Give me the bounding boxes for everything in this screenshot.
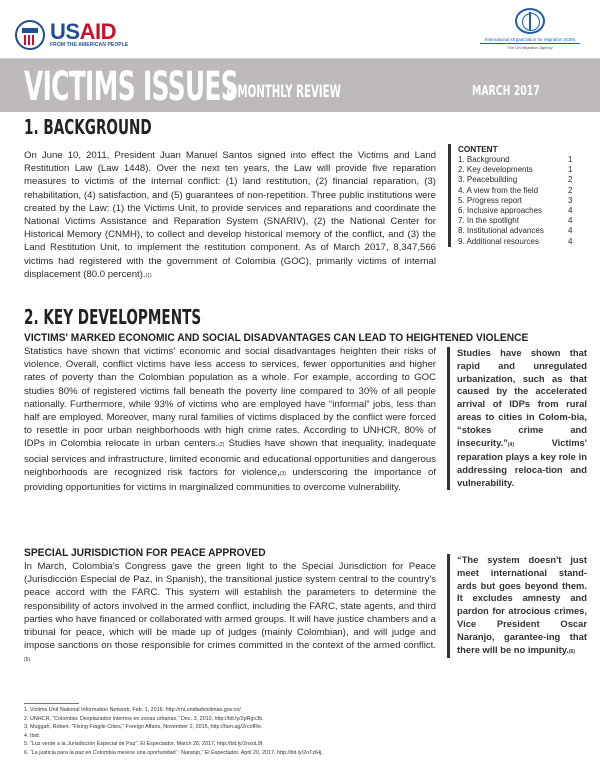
footnote-ref: (6) — [568, 648, 575, 655]
title-banner — [0, 58, 600, 112]
iom-subtitle: The UN Migration Agency — [507, 45, 553, 50]
toc-item[interactable]: 7. In the spotlight 4 — [458, 216, 573, 226]
usaid-tagline: FROM THE AMERICAN PEOPLE — [50, 42, 129, 48]
footnote-ref: (4) — [507, 441, 515, 448]
iom-logo — [480, 8, 580, 50]
footnote-ref: (2) — [218, 442, 225, 449]
footnote-item: 6. “La justicia para la paz en Colombia merece una oportunidad’ : Naranjo,” El Espectador, April 20, 2017, http://bit.ly/2oTzlHj. — [24, 749, 323, 756]
article-heading-disadvantages: VICTIMS' MARKED ECONOMIC AND SOCIAL DISADVANTAGES CAN LEAD TO HEIGHTENED VIOLENCE — [24, 332, 529, 344]
pull-quote-naranjo: “The system doesn't just meet international stand-ards but goes beyond them. It excludes amnesty and pardon for atrocious crimes, Vice President Oscar Naranjo, garantee-ing that there will be no impunity.(6) — [447, 554, 587, 658]
publication-subtitle: A MONTHLY REVIEW — [226, 82, 341, 102]
toc-item[interactable]: 3. Peacebuilding 2 — [458, 175, 573, 185]
pull-quote-urbanization: Studies have shown that rapid and unregulated urbanization, such as that caused by the accelerated arrival of IDPs from rural areas to cities in Colom-bia, “stokes crime and insecurity.”(4) Victims' reparation plays a key role in addressing reloca-tion and vulnerability. — [447, 347, 587, 490]
toc-item[interactable]: 4. A view from the field 2 — [458, 185, 573, 195]
publication-title: VICTIMS ISSUES — [24, 64, 239, 110]
footnote-item: 5. “Luz verde a la Jurisdicción Especial de Paz”, El Espectador, March 28, 2017, http://bit.ly/2nsoL9f. — [24, 741, 264, 748]
iom-name: International Organization for Migration (IOM) — [480, 37, 580, 44]
table-of-contents — [448, 144, 588, 247]
toc-item[interactable]: 6. Inclusive approaches 4 — [458, 206, 573, 216]
usaid-wordmark: USAID — [50, 19, 116, 44]
footnote-item: 4. Ibid. — [24, 732, 41, 739]
disadvantages-paragraph: Statistics have shown that victims' economic and social disadvantages heighten their risks of violence. Overall, conflict victims have less access to services, fewer opportunities and higher rates of poverty than the Colombian population as a whole. For example, according to GOC studies 80% of registered victims fall beneath the poverty line compared to 30% of all people nationally. Furthermore, while 93% of victims who are employed have “informal” jobs, less than half are employed. Moreover, many rural families of victims displaced by the conflict were forced to resettle in poor urban neighborhoods with high crime rates. According to UNHCR, 80% of IDPs in Colombia relocate in urban centers.(2) Studies have shown that inequality, inadequate social services and infrastructure, limited economic and educational opportunities and dangerous neighborhoods are recognized risk factors for violence,(3) underscoring the importance of providing opportunities for victims in marginalized communities to overcome vulnerability. — [24, 346, 437, 494]
footnote-item: 2. UNHCR, “Colombia: Desplazados internos en zonas urbanas,” Dec. 3, 2010, http://bit.ly/2pRgv3b. — [24, 715, 264, 722]
usaid-seal-icon — [15, 20, 45, 50]
usaid-logo — [15, 20, 128, 50]
toc-item[interactable]: 5. Progress report 3 — [458, 195, 573, 205]
footnote-ref: (1) — [145, 272, 152, 279]
page-header — [0, 0, 600, 58]
background-paragraph: On June 10, 2011, President Juan Manuel Santos signed into effect the Victims and Land Restitution Law (Law 1448). Over the next ten years, the Law will provide five reparation measures to victims of the internal conflict: (1) land restitution, (2) financial reparation, (3) rehabilitation, (4) satisfaction, and (5) guarantees of non-repetition. Three public institutions were created by the Law: (1) the Victims Unit, to provide services and reparations and coordinate the National Victims Assistance and Reparation System (SNARIV), (2) the National Center for Historical Memory (CNMH), to collect and develop historical memory of the conflict, and (3) the Land Restitution Unit, to implement the restitution component. As of March 2017, 8,347,566 victims had registered with the government of Colombia (GOC), primarily victims of internal displacement (80.0 percent).(1) — [24, 150, 436, 280]
footnotes — [24, 706, 584, 758]
section-heading-key-developments: 2. KEY DEVELOPMENTS — [24, 305, 202, 329]
toc-item[interactable]: 8. Institutional advances 4 — [458, 226, 573, 236]
footnote-item: 1. Victims Unit National Information Network, Feb. 1, 2016. http://rni.unidadvictimas.gov.co/. — [24, 707, 243, 713]
footnote-divider — [24, 703, 79, 704]
article-heading-special-jurisdiction: SPECIAL JURISDICTION FOR PEACE APPROVED — [24, 547, 266, 559]
toc-item[interactable]: 2. Key developments 1 — [458, 165, 573, 175]
special-jurisdiction-paragraph: In March, Colombia's Congress gave the green light to the Special Jurisdiction for Peace (Jurisdicción Especial de Paz, in Spanish), the transitional justice system central to the country's peace accord with the FARC. This system will establish the parameters to determine the responsibility of actors involved in the armed conflict, including the FARC, state agents, and third parties who have financed or collaborated with armed groups. It will have justice chambers and a tribunal for peace, which will be made up of judges (mainly Colombian), and will judge and impose sanctions on those responsible for crimes committed in the context of the armed conflict.(5) — [24, 561, 436, 664]
iom-globe-icon — [515, 8, 545, 34]
toc-item[interactable]: 1. Background 1 — [458, 155, 573, 164]
footnote-ref: (3) — [279, 470, 286, 477]
footnote-item: 3. Muggah, Robert. “Fixing Fragile Cities,” Foreign Affairs, November 2, 2015, http://fam.ag/2rcofRe. — [24, 724, 263, 731]
footnote-ref: (5) — [24, 657, 31, 664]
publication-date: MARCH 2017 — [472, 84, 540, 99]
toc-item[interactable]: 9. Additional resources 4 — [458, 236, 573, 246]
toc-title: CONTENT — [458, 145, 498, 154]
section-heading-background: 1. BACKGROUND — [24, 115, 152, 139]
